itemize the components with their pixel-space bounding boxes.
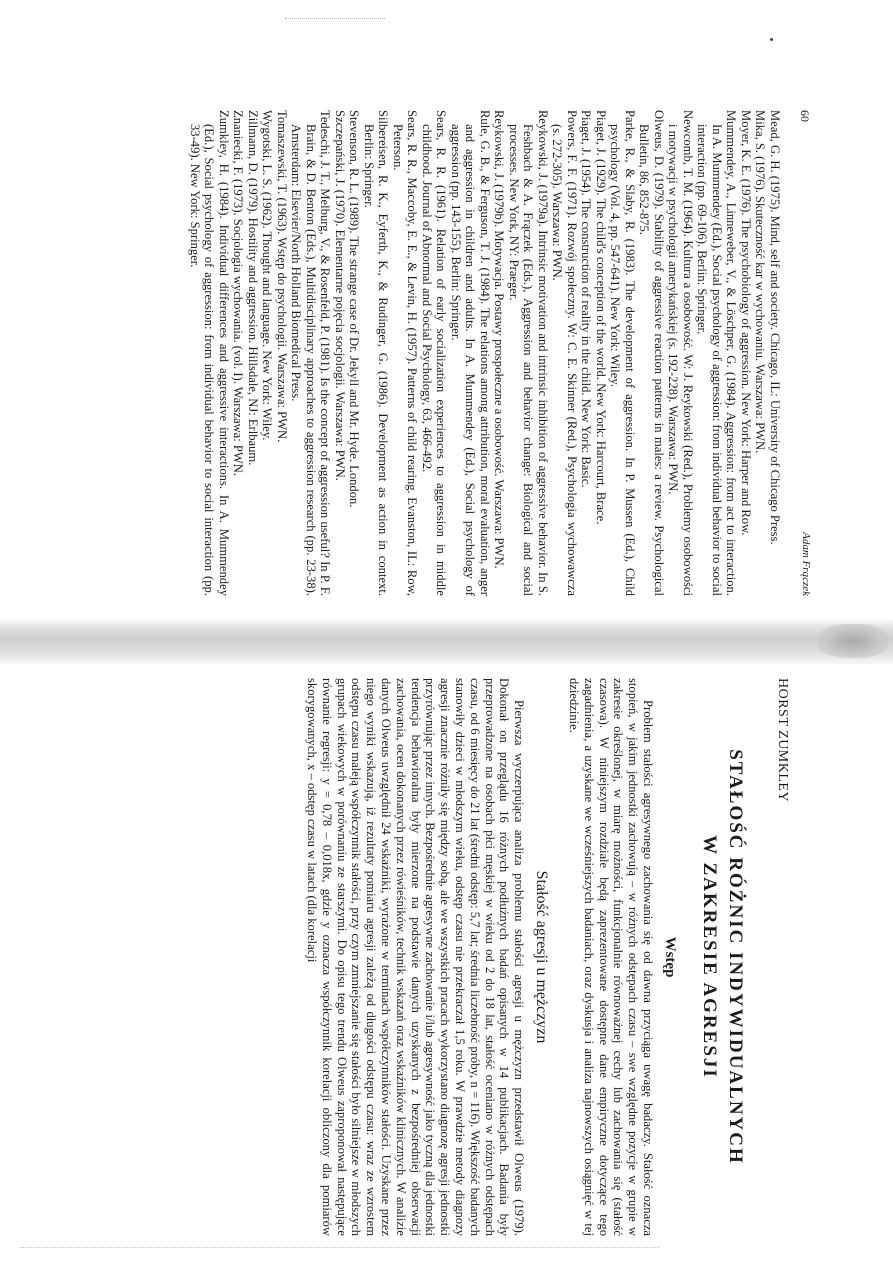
reference-entry: Parke, R., & Slaby, R. (1983). The development of aggression. In P. Mussen (Ed.), Child psychology (Vol. 4, pp. 547-641). New York: Wiley. <box>608 110 637 596</box>
intro-heading: Wstęp <box>662 936 678 978</box>
reference-entry: Rule, G. B., & Ferguson, T. J. (1984). The relations among attribution, moral evaluation, anger and aggression in children and adults. In A. Mummendey (Ed.), Social psychology of aggression (pp. 143-155). Berlin: Springer. <box>449 110 492 596</box>
chapter-title <box>696 678 748 1236</box>
reference-entry: Silbereisen, R. K., Eyferth, K., & Rudinger, G. (1986). Development as action in context. Berlin: Springer. <box>362 110 391 596</box>
header-author: Adam Frączek <box>800 532 812 596</box>
reference-entry: Zillmann, D. (1979). Hostility and aggression. Hillsdale, NJ: Erlbaum. <box>246 110 260 466</box>
gutter-stain <box>818 624 888 658</box>
chapter-author: HORST ZUMKLEY <box>775 678 790 803</box>
chapter-opening-page <box>40 678 790 1236</box>
reference-entry: Zumkley, H. (1984). Individual differences and aggressive interactions. In A. Mummendey (Ed.), Social psychology of aggression: from individual behavior to social interaction (pp. 33-49). New York: Springer. <box>188 110 231 596</box>
section-paragraph: Pierwsza wyczerpująca analiza problemu stałości agresji u mężczyzn przedstawił Olweus (1979). Dokonał on przeglądu 16 różnych podłużnych badań opisanych w 14 publikacjach. Badania były przeprowadzone na osobach płci męskiej w wieku od 2 do 18 lat, stałość oceniano w różnych odstępach czasu, od 6 miesięcy do 21 lat (średni odstęp: 5,7 lat; średnia liczebność próby, n = 116). Większość badanych stanowiły dzieci w młodszym wieku, odstęp czasu nie przekraczał 1,5 roku. W prawdzie metody diagnozy agresji znacznie różniły się między sobą, ale we wszystkich pracach wykorzystano diagnozę agresji jednostki przyrównując przez innych. Bezpośrednie agresywne zachowanie i/lub agresywność jako tyczną dla jednostki tendencja behawioralna były mierzone na podstawie danych uzyskanych z bezpośredniej obserwacji zachowania, ocen dokonanych przez rówieśników, technik wskazań oraz wskaźników klinicznych. W analizie danych Olweus uwzględnił 24 wskaźniki, wyrażone w terminach współczynników stałości. Uzyskane przez niego wyniki wskazują, iż rezultaty pomiaru agresji zależą od długości odstępu czasu: wraz ze wzrostem odstępu czasu maleją współczynnik stałości, przy czym zmniejszanie się stałości było silniejsze w młodszych grupach wiekowych w porównaniu ze starszymi. Do opisu tego trendu Olweus zaproponował następujące równanie regresji: y = 0,78 – 0,018x, gdzie y oznacza współczynnik korelacji obliczony dla pomiarów skorygowanych, x – odstęp czasu w latach (dla korelacji <box>305 678 527 1236</box>
reference-entry: Sears, R. R., Maccoby, E. E., & Levin, H. (1957). Patterns of child rearing. Evanston, IL: Row, Peterson. <box>391 110 420 596</box>
scan-edge-mark-bottom <box>20 1247 660 1248</box>
reference-entry: Powers, F. F. (1971). Rozwój społeczny. W: C. E. Skinner (Red.), Psychologia wychowawcza (s. 272-305). Warszawa: PWN. <box>550 110 579 596</box>
reference-entry: Piaget, J. (1929). The child's conception of the world. New York: Harcourt, Brace. <box>594 110 608 525</box>
chapter-title-line-1: STAŁOŚĆ RÓŻNIC INDYWIDUALNYCH <box>725 749 746 1165</box>
reference-entry: Newcomb, T. M. (1964). Kultura a osobowość. W: J. Reykowski (Red.), Problemy osobowości i motywacji w psychologii amerykańskiej (s. 192-228). Warszawa: PWN. <box>666 110 695 596</box>
book-gutter-shadow <box>0 618 893 664</box>
reference-entry: Piaget, J. (1954). The construction of reality in the child. New York: Basic. <box>579 110 594 488</box>
reference-entry: Mead, G. H. (1975). Mind, self and society. Chicago, IL: University of Chicago Press. <box>768 110 782 545</box>
page-60-references <box>122 110 812 596</box>
chapter-title-line-2: W ZAKRESIE AGRESJI <box>699 835 720 1079</box>
scan-speck <box>770 38 773 41</box>
reference-entry: Moyer, K. E. (1976). The psychobiology of aggression. New York: Harper and Row. <box>739 110 753 536</box>
reference-entry: Mummendey, A., Linneweber, V., & Löschper, G. (1984). Aggression: from act to interaction. In A. Mummendey (Ed.), Social psychology of aggression: from individual behavior to social interaction (pp. 69-106). Berlin: Springer. <box>695 110 739 596</box>
reference-entry: Olweus, D. (1979). Stability of aggressive reaction patterns in males: a review. Psychological Bulletin, 86, 852-875. <box>637 110 666 596</box>
reference-entry: Sears, R. R. (1961). Relation of early socialization experiences to aggression in middle childhood. Journal of Abnormal and Social Psychology, 63, 466-492. <box>420 110 449 596</box>
running-header <box>792 110 812 596</box>
reference-list <box>188 110 783 596</box>
reference-entry: Reykowski, J. (1979b). Motywacja. Postawy prospołeczne a osobowość. Warszawa: PWN. <box>492 110 507 569</box>
reference-entry: Mika, S. (1976). Skuteczność kar w wychowaniu. Warszawa: PWN. <box>753 110 768 454</box>
intro-paragraph: Problem stałości agresywnego zachowania się od dawna przyciąga uwagę badaczy. Stałość oznacza stopień, w jakim jednostki zachowują – w różnych odstępach czasu – swe względne pozycje w grupie w zakresie określonej, w miarę możności, funkcjonalnie równoważnej cechy lub zachowania się (stałość czasowa). W niniejszym rozdziale będą zaprezentowane dostępne dane empiryczne dotyczące tego zagadnienia, a uzyskane we wcześniejszych badaniach, oraz dyskusja i analiza najnowszych osiągnięć w tej dziedzinie. <box>567 678 655 1236</box>
section-heading: Stałość agresji u mężczyzn <box>533 870 551 1044</box>
scan-edge-mark <box>285 18 385 19</box>
reference-entry: Wygotski, L. S. (1962). Thought and language. New York: Wiley. <box>260 110 275 441</box>
reference-entry: Stevenson, R. L. (1989). The strange case of Dr. Jekyll and Mr. Hyde. London. <box>347 110 362 508</box>
reference-entry: Szczepański, J. (1970). Elementarne pojęcia socjologii. Warszawa: PWN. <box>333 110 347 481</box>
reference-entry: Reykowski, J. (1979a). Intrinsic motivation and intrinsic inhibition of aggressive behavior. In S. Feshbach & A. Frączek (Eds.), Aggression and behavior change: Biological and social processes. New York, NY: Praeger. <box>507 110 550 596</box>
reference-entry: Tedeschi, J. T., Melburg, V., & Rosenfeld, P. (1981). Is the concept of aggression useful? In P. F. Brain, & D. Benton (Eds.), Multidisciplinary approaches to aggression research (pp. 23-38). Amsterdam: Elsevier/North Holland Biomedical Press. <box>289 110 333 596</box>
page-number: 60 <box>798 110 812 122</box>
reference-entry: Tomaszewski, T. (1963). Wstęp do psychologii. Warszawa: PWN. <box>275 110 289 443</box>
reference-entry: Znaniecki, F. (1973). Socjologia wychowania. (vol. I). Warszawa: PWN. <box>231 110 246 477</box>
